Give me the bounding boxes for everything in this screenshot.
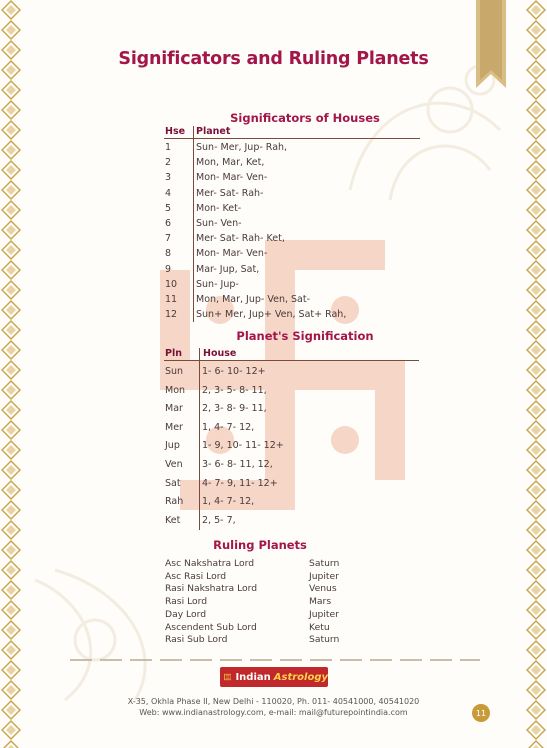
house-number-cell: 1 [165, 142, 172, 153]
house-planets-cell: Mon, Mar, Jup- Ven, Sat- [196, 294, 311, 305]
planet-name-cell: Jup [165, 440, 180, 452]
ruling-lord-label: Rasi Nakshatra Lord [165, 583, 258, 595]
house-planets-cell: Sun+ Mer, Jup+ Ven, Sat+ Rah, [196, 309, 347, 321]
houses-section-title: Significators of Houses [230, 111, 380, 125]
planet-name-cell: Rah [165, 496, 184, 508]
houses-col-house-header: Hse [165, 126, 186, 137]
planet-name-cell: Ket [165, 514, 181, 526]
page-number-badge: 11 [472, 704, 490, 722]
footer-address: X-35, Okhla Phase II, New Delhi - 110020, Ph. 011- 40541000, 40541020 [127, 697, 420, 706]
page-title: Significators and Ruling Planets [118, 49, 429, 69]
house-planets-cell: Mar- Jup, Sat, [196, 263, 260, 275]
ruling-lord-label: Asc Nakshatra Lord [165, 558, 255, 569]
planet-houses-cell: 2, 3- 8- 9- 11, [202, 403, 267, 415]
house-planets-cell: Mer- Sat- Rah- Ket, [196, 233, 285, 245]
ruling-planet-value: Mars [309, 596, 332, 608]
planet-houses-cell: 1, 4- 7- 12, [202, 496, 255, 508]
planet-houses-cell: 2, 3- 5- 8- 11, [202, 384, 267, 396]
house-number-cell: 7 [165, 233, 172, 245]
left-diamond-border [0, 0, 22, 748]
planet-houses-cell: 1, 4- 7- 12, [202, 421, 255, 433]
indian-astrology-logo [220, 667, 328, 687]
house-planets-cell: Mon- Ket- [196, 202, 242, 214]
planets-column-divider [199, 348, 200, 530]
swastika-watermark-icon [150, 230, 415, 520]
planet-name-cell: Mon [165, 384, 186, 396]
planet-name-cell: Mer [165, 421, 183, 433]
footer-web-email: Web: www.indianastrology.com, e-mail: mail@futurepointindia.com [139, 708, 408, 717]
logo-emblem-icon [224, 670, 231, 684]
house-planets-cell: Sun- Jup- [196, 278, 239, 290]
footer-dashed-rule [70, 659, 480, 661]
houses-header-rule [164, 138, 420, 139]
houses-col-planet-header: Planet [196, 126, 231, 137]
planet-houses-cell: 2, 5- 7, [202, 514, 236, 526]
planet-houses-cell: 4- 7- 9, 11- 12+ [202, 477, 278, 489]
house-planets-cell: Sun- Ven- [196, 218, 242, 229]
ruling-planet-value: Saturn [309, 558, 340, 569]
house-planets-cell: Sun- Mer, Jup- Rah, [196, 142, 288, 153]
houses-column-divider [193, 126, 194, 322]
ruling-planet-value: Jupiter [309, 570, 339, 582]
planet-houses-cell: 3- 6- 8- 11, 12, [202, 459, 273, 470]
house-number-cell: 8 [165, 248, 172, 260]
ruling-section-title: Ruling Planets [213, 538, 307, 552]
house-number-cell: 4 [165, 187, 172, 199]
ruling-planet-value: Venus [309, 583, 337, 595]
planet-name-cell: Sun [165, 366, 184, 377]
planets-col-planet-header: Pln [165, 348, 182, 359]
logo-word-indian: Indian [235, 671, 271, 683]
planet-name-cell: Sat [165, 477, 181, 489]
ruling-lord-label: Rasi Sub Lord [165, 634, 228, 646]
house-number-cell: 9 [165, 263, 172, 275]
house-number-cell: 6 [165, 218, 172, 229]
house-number-cell: 12 [165, 309, 178, 321]
ruling-lord-label: Ascendent Sub Lord [165, 621, 257, 633]
ruling-planet-value: Ketu [309, 621, 330, 633]
house-number-cell: 2 [165, 157, 172, 169]
ruling-lord-label: Day Lord [165, 608, 207, 620]
planet-houses-cell: 1- 6- 10- 12+ [202, 366, 266, 377]
house-planets-cell: Mer- Sat- Rah- [196, 187, 264, 199]
logo-word-astrology: Astrology [273, 671, 328, 683]
house-number-cell: 3 [165, 172, 172, 184]
ruling-planet-value: Saturn [309, 634, 340, 646]
house-planets-cell: Mon- Mar- Ven- [196, 248, 268, 260]
house-planets-cell: Mon, Mar, Ket, [196, 157, 265, 169]
house-number-cell: 10 [165, 278, 178, 290]
planet-name-cell: Mar [165, 403, 183, 415]
right-diamond-border [525, 0, 547, 748]
planets-col-house-header: House [203, 348, 237, 359]
ruling-lord-label: Asc Rasi Lord [165, 570, 227, 582]
planets-section-title: Planet's Signification [236, 329, 374, 343]
gold-ribbon-bookmark-icon [476, 0, 506, 88]
house-planets-cell: Mon- Mar- Ven- [196, 172, 268, 184]
planet-houses-cell: 1- 9, 10- 11- 12+ [202, 440, 284, 452]
house-number-cell: 5 [165, 202, 172, 214]
ruling-planet-value: Jupiter [309, 608, 339, 620]
ruling-lord-label: Rasi Lord [165, 596, 208, 608]
planet-name-cell: Ven [165, 459, 183, 470]
planets-header-rule [164, 360, 419, 361]
house-number-cell: 11 [165, 294, 178, 305]
